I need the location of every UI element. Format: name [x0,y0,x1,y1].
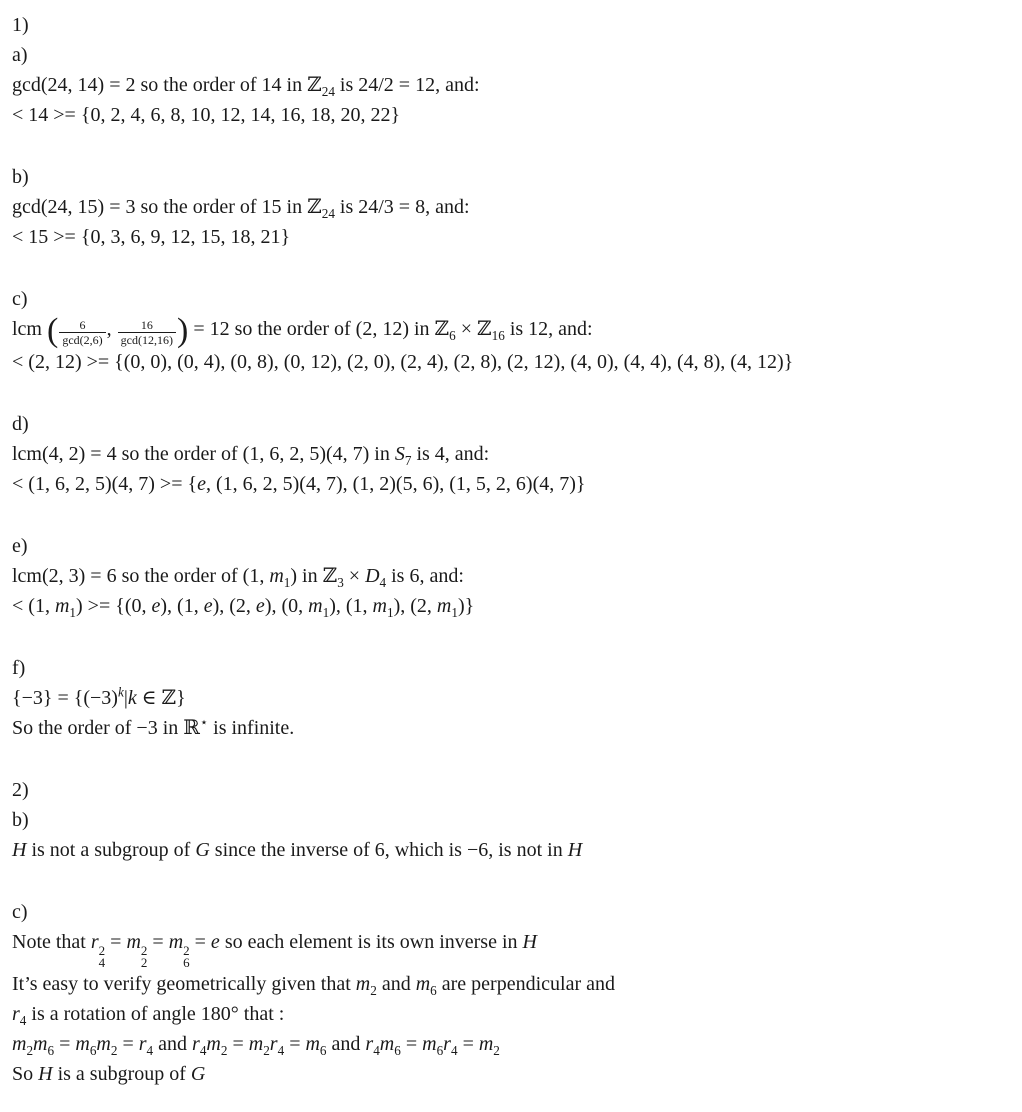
section-2b [12,775,1010,865]
math-line: H is not a subgroup of G since the inverse of 6, which is −6, is not in H [12,839,583,862]
part-label: b) [12,166,29,188]
math-line: $m_2m_6 = m_6m_2 = r_4$ and $r_4m_2 = m_2r_4 = m_6$ and $r_4m_6 = m_6r_4 = m_2$ [12,1033,500,1059]
math-line: < (1, 6, 2, 5)(4, 7) >= {e, (1, 6, 2, 5)(4, 7), (1, 2)(5, 6), (1, 5, 2, 6)(4, 7)} [12,473,586,496]
part-label: f) [12,657,26,680]
math-line: < 14 >= {0, 2, 4, 6, 8, 10, 12, 14, 16, 18, 20, 22} [12,104,401,126]
section-1b [12,162,1010,252]
part-label: b) [12,809,29,832]
math-line: It’s easy to verify geometrically given that $m_2$ and $m_6$ are perpendicular and [12,973,615,999]
section-1d [12,409,1010,499]
math-line: < (1, $m_1) >= \{(0$, e), (1, e), (2, e), (0, $m_1$), (1, $m_1$), (2, $m_1$)} [12,595,475,621]
problem-label: 1) [12,14,29,36]
math-line: lcm ( $\frac{6}{\gcd(2,6)}$ , $\frac{16}{\gcd(12,16)}$ ) = 12 so the order of (2, 12) in ℤ$_6$ × ℤ$_{16}$ is 12, and: [12,312,593,349]
math-line: < 15 >= {0, 3, 6, 9, 12, 15, 18, 21} [12,226,291,248]
part-label: c) [12,288,28,310]
section-2c [12,897,1010,1089]
math-line: lcm(2, 3) = 6 so the order of (1, $m_1$) in ℤ$_3$ × $D_4$ is 6, and: [12,565,464,591]
math-line: gcd(24, 14) = 2 so the order of 14 in ℤ$_{24}$ is 24/2 = 12, and: [12,74,480,99]
math-line: < (2, 12) >= {(0, 0), (0, 4), (0, 8), (0, 12), (2, 0), (2, 4), (2, 8), (2, 12), (4, 0), (4, 4), (4, 8), (4, 12)} [12,351,794,374]
math-line: So H is a subgroup of G [12,1063,206,1086]
problem-label: 2) [12,779,29,802]
math-line: lcm(4, 2) = 4 so the order of (1, 6, 2, 5)(4, 7) in $S_7$ is 4, and: [12,443,490,469]
math-line: $r_4$ is a rotation of angle 180° that : [12,1003,285,1029]
part-label: c) [12,901,28,924]
math-line: Note that r 2 4 = m 2 2 = m 2 6 = e so each element is its own inverse in H [12,931,537,971]
section-1c [12,284,1010,377]
part-label: d) [12,413,29,436]
math-line: $\{-3\} = \{(-3)^k|k$ ∈ ℤ} [12,684,186,710]
section-1e [12,531,1010,621]
math-line: So the order of −3 in ℝ⋆ is infinite. [12,714,295,740]
part-label: a) [12,44,28,66]
section-1f [12,653,1010,743]
math-line: gcd(24, 15) = 3 so the order of 15 in ℤ$_{24}$ is 24/3 = 8, and: [12,196,470,221]
section-1a [12,10,1010,130]
part-label: e) [12,535,28,558]
